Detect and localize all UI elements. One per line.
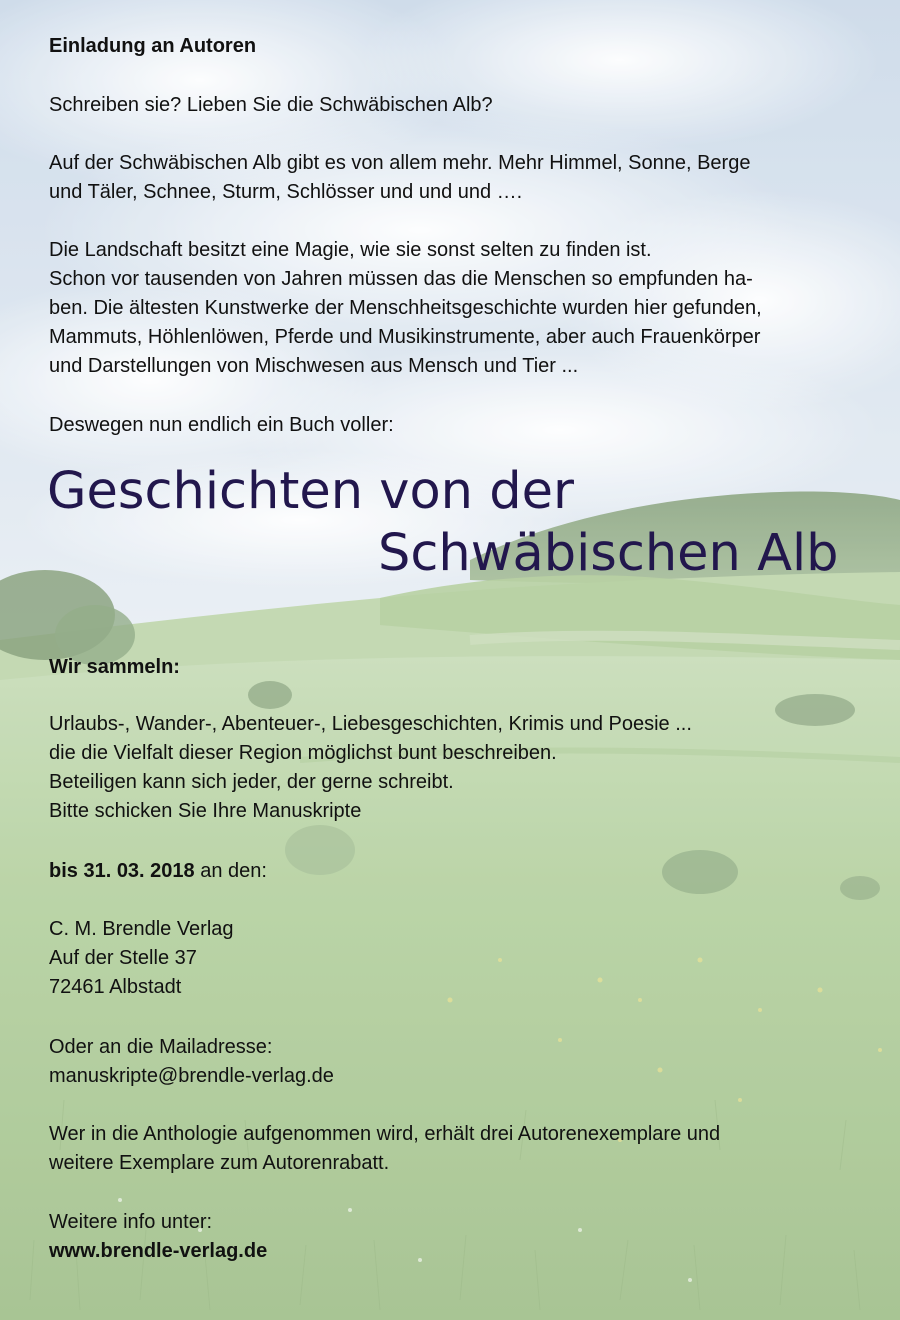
website-link[interactable]: www.brendle-verlag.de	[49, 1240, 268, 1262]
paragraph-1	[49, 149, 750, 207]
paragraph-2-line: Schon vor tausenden von Jahren müssen das die Menschen so empfunden ha-	[49, 268, 753, 290]
more-info	[49, 1208, 267, 1266]
mail-label: Oder an die Mailadresse:	[49, 1036, 273, 1058]
book-title-line-2: Schwäbischen Alb	[378, 524, 839, 583]
collect-line: Bitte schicken Sie Ihre Manuskripte	[49, 800, 362, 822]
paragraph-2	[49, 236, 762, 381]
collect-line: die die Vielfalt dieser Region möglichst bunt beschreiben.	[49, 742, 557, 764]
deadline-date: bis 31. 03. 2018	[49, 860, 195, 882]
deadline	[49, 857, 267, 886]
paragraph-1-line: und Täler, Schnee, Sturm, Schlösser und und und ….	[49, 181, 523, 203]
mail-address[interactable]: manuskripte@brendle-verlag.de	[49, 1065, 334, 1087]
anthology-line: Wer in die Anthologie aufgenommen wird, erhält drei Autorenexemplare und	[49, 1123, 721, 1145]
collect-heading: Wir sammeln:	[49, 656, 180, 678]
address-line: Auf der Stelle 37	[49, 947, 197, 969]
paragraph-2-line: Mammuts, Höhlenlöwen, Pferde und Musikinstrumente, aber auch Frauenkörper	[49, 326, 761, 348]
collect-list	[49, 710, 692, 826]
paragraph-1-line: Auf der Schwäbischen Alb gibt es von allem mehr. Mehr Himmel, Sonne, Berge	[49, 152, 751, 174]
anthology-line: weitere Exemplare zum Autorenrabatt.	[49, 1152, 390, 1174]
anthology-note	[49, 1120, 720, 1178]
intro-question: Schreiben sie? Lieben Sie die Schwäbischen Alb?	[49, 94, 493, 116]
address-line: 72461 Albstadt	[49, 976, 182, 998]
lead-in: Deswegen nun endlich ein Buch voller:	[49, 414, 394, 436]
paragraph-2-line: und Darstellungen von Mischwesen aus Mensch und Tier ...	[49, 355, 579, 377]
collect-line: Beteiligen kann sich jeder, der gerne schreibt.	[49, 771, 454, 793]
publisher-address	[49, 915, 234, 1002]
heading: Einladung an Autoren	[49, 35, 257, 57]
paragraph-2-line: Die Landschaft besitzt eine Magie, wie sie sonst selten zu finden ist.	[49, 239, 652, 261]
paragraph-2-line: ben. Die ältesten Kunstwerke der Menschheitsgeschichte wurden hier gefunden,	[49, 297, 762, 319]
more-info-label: Weitere info unter:	[49, 1211, 213, 1233]
address-line: C. M. Brendle Verlag	[49, 918, 234, 940]
mail-block	[49, 1033, 334, 1091]
collect-line: Urlaubs-, Wander-, Abenteuer-, Liebesgeschichten, Krimis und Poesie ...	[49, 713, 692, 735]
book-title-line-1: Geschichten von der	[47, 462, 574, 521]
deadline-rest: an den:	[194, 860, 267, 882]
